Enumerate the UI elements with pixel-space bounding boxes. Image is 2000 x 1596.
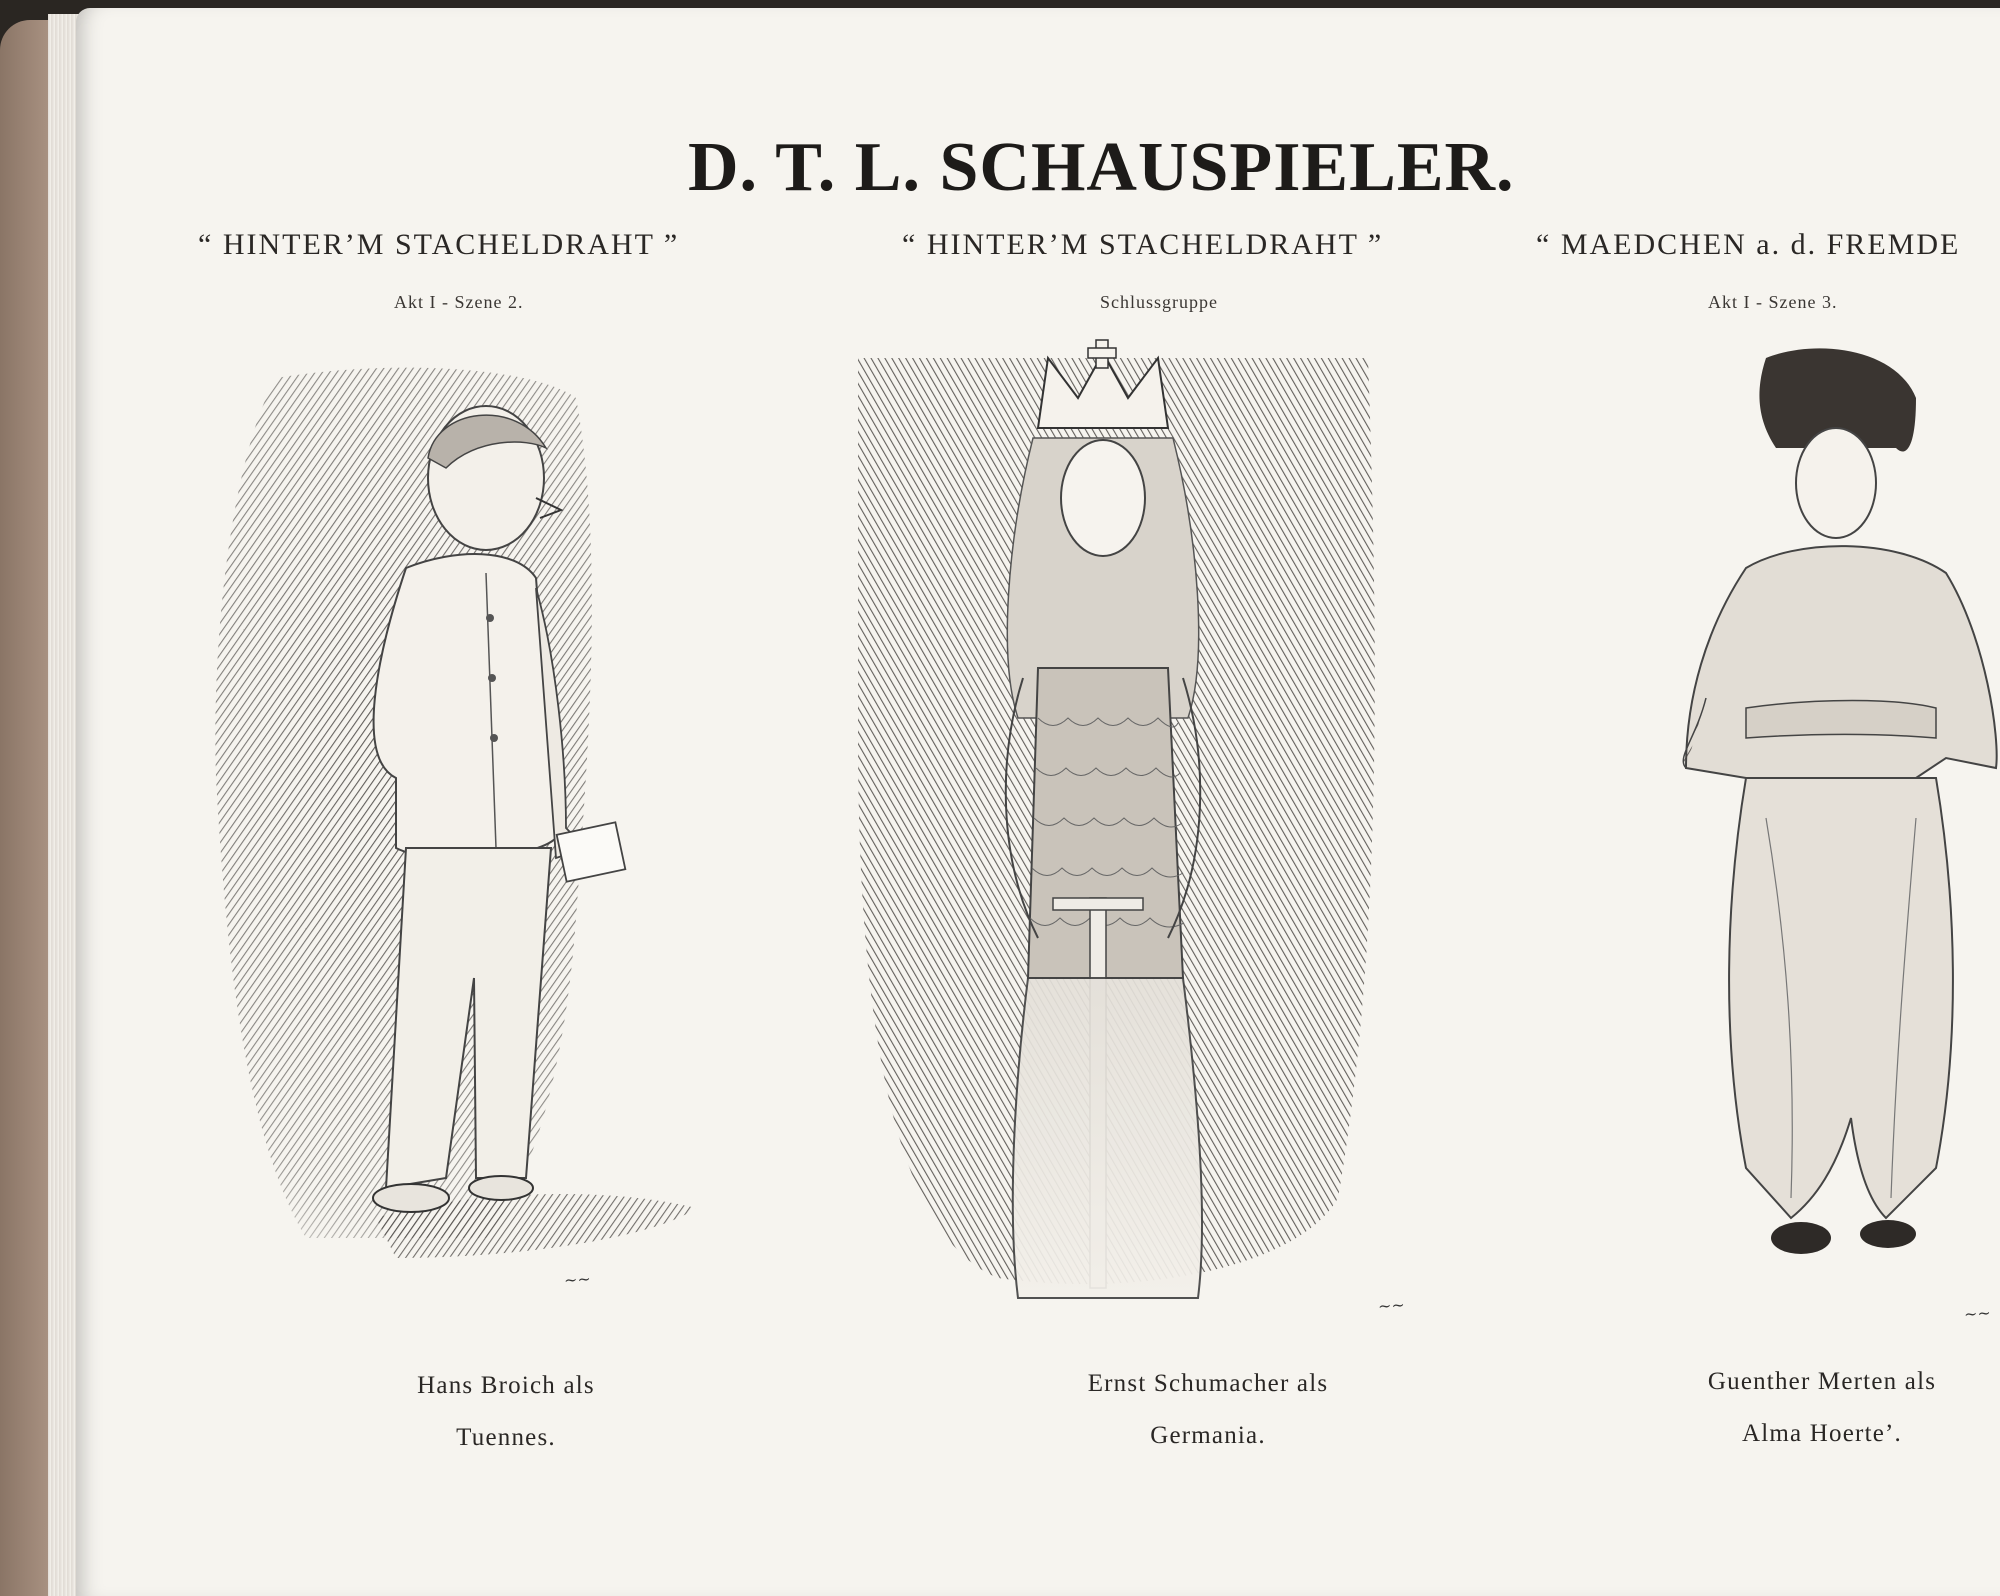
caption-3-line-1: Guenther Merten als [1707,1368,1937,1395]
caption-2-line-1: Ernst Schumacher als [1087,1370,1329,1397]
artist-signature-2: ~~ [1377,1295,1406,1316]
column-1-heading: “ HINTER’M STACHELDRAHT ” [198,228,680,261]
column-3-heading: “ MAEDCHEN a. d. FREMDE [1536,228,1961,261]
artist-signature-1: ~~ [563,1269,592,1290]
caption-1 [356,1360,656,1464]
artist-signature-3: ~~ [1963,1303,1992,1324]
caption-1-line-2: Tuennes. [456,1424,556,1451]
illustration-ernst-schumacher [838,338,1398,1358]
page-title: D. T. L. SCHAUSPIELER. [688,129,1515,206]
column-1-subheading: Akt I - Szene 2. [394,292,524,312]
illustration-hans-broich [156,358,716,1338]
illustration-guenther-merten [1616,338,2000,1338]
column-2-subheading: Schlussgruppe [1100,292,1218,312]
column-3-subheading: Akt I - Szene 3. [1708,292,1838,312]
caption-2 [1028,1358,1388,1462]
caption-3 [1652,1356,1992,1460]
caption-1-line-1: Hans Broich als [417,1372,595,1399]
caption-2-line-2: Germania. [1150,1422,1266,1449]
column-2-heading: “ HINTER’M STACHELDRAHT ” [902,228,1384,261]
caption-3-line-2: Alma Hoerte’. [1742,1420,1902,1447]
album-page [76,8,2000,1596]
